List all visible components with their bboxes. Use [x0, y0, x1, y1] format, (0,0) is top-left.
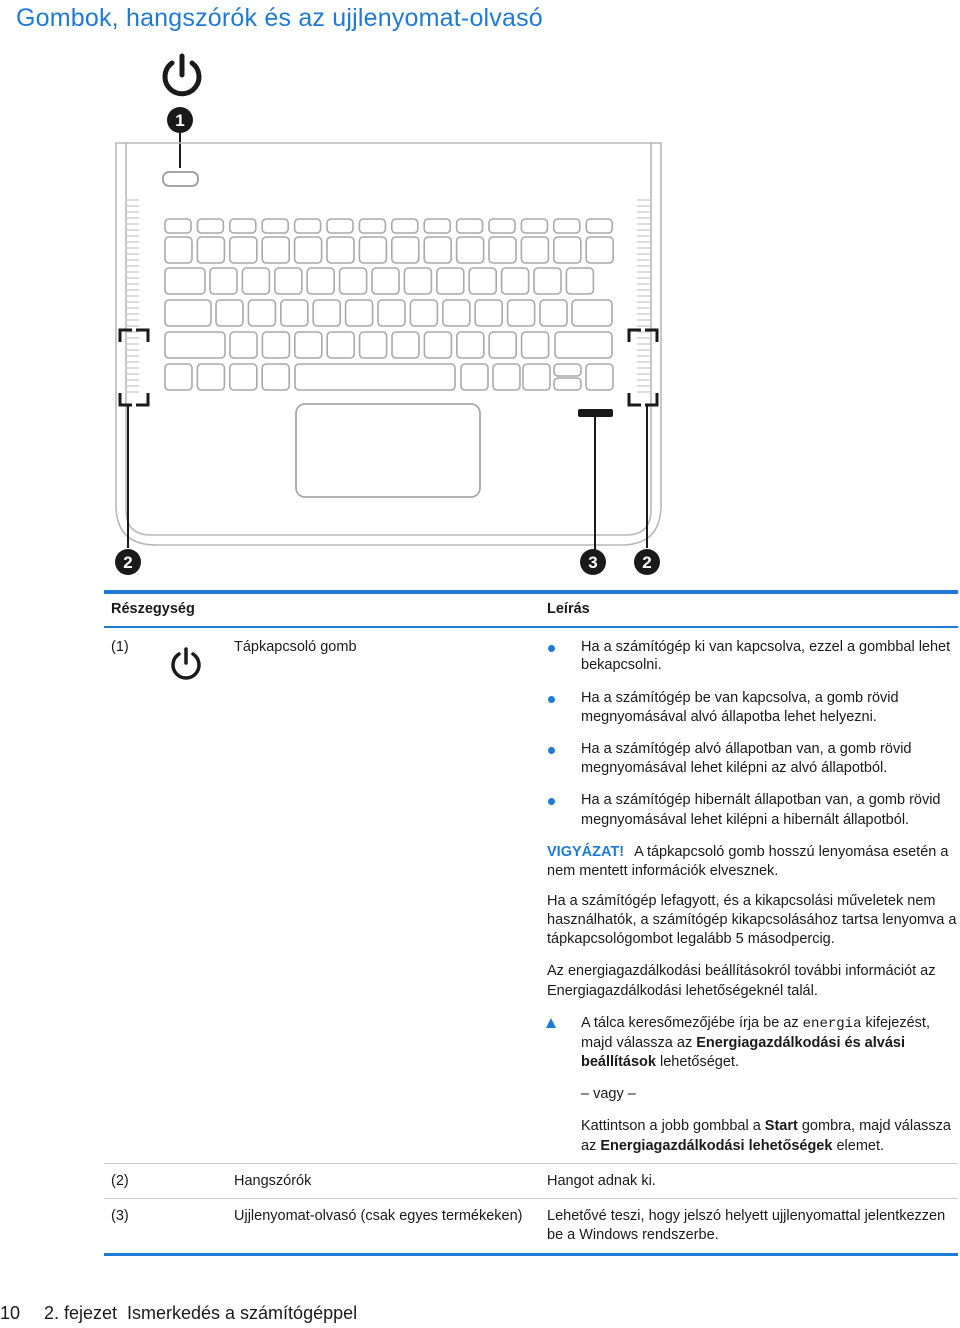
keyboard-key	[378, 300, 405, 326]
keyboard-key	[424, 237, 451, 263]
bullet-dot	[548, 696, 555, 703]
step1-line1: A tálca keresőmezőjébe írja be az energia kifejezést,	[581, 1015, 930, 1032]
keyboard-key	[554, 219, 580, 233]
touchpad	[296, 404, 480, 497]
bullet-2-line1: Ha a számítógép be van kapcsolva, a gomb rövid	[581, 690, 899, 706]
table-top-rule	[104, 590, 958, 594]
keyboard-key	[392, 237, 419, 263]
keyboard-key	[475, 300, 502, 326]
para1-line2: használhatók, a számítógép kikapcsolásához tartsa lenyomva a	[547, 912, 957, 928]
keyboard	[165, 219, 613, 390]
arrow-down-key	[554, 378, 581, 390]
keyboard-key	[555, 332, 612, 358]
keyboard-key	[493, 364, 520, 390]
keyboard-key	[281, 300, 308, 326]
keyboard-key	[165, 300, 211, 326]
keyboard-key	[489, 237, 516, 263]
para1-line3: tápkapcsológombot legalább 5 másodpercig.	[547, 931, 835, 947]
keyboard-key	[360, 332, 387, 358]
spacebar-key	[295, 364, 455, 390]
row1-name: Tápkapcsoló gomb	[234, 639, 357, 655]
callout-2-left	[115, 549, 141, 575]
keyboard-key	[230, 332, 257, 358]
keyboard-key	[327, 237, 354, 263]
keyboard-key	[248, 300, 275, 326]
keyboard-key	[392, 332, 419, 358]
bullet-dot	[548, 798, 555, 805]
row3-description-line2: be a Windows rendszerbe.	[547, 1227, 719, 1243]
step1-line3: beállítások lehetőséget.	[581, 1054, 739, 1070]
step1-line2: majd válassza az Energiagazdálkodási és alvási	[581, 1035, 905, 1051]
bullet-2-line2: megnyomásával alvó állapotba lehet helyezni.	[581, 709, 877, 725]
keyboard-key	[262, 364, 289, 390]
keyboard-key	[523, 364, 550, 390]
step2-line1: Kattintson a jobb gombbal a Start gombra, majd válassza	[581, 1118, 951, 1134]
page-title: Gombok, hangszórók és az ujjlenyomat-olvasó	[16, 4, 543, 32]
row1-number: (1)	[111, 639, 129, 655]
keyboard-key	[216, 300, 243, 326]
keyboard-key	[165, 332, 225, 358]
bullet-dot	[548, 645, 555, 652]
fingerprint-reader-shape	[578, 409, 613, 417]
callout-1	[167, 107, 193, 168]
svg-text:3: 3	[588, 553, 598, 572]
keyboard-key	[313, 300, 340, 326]
keyboard-key	[165, 237, 192, 263]
keyboard-key	[307, 268, 334, 294]
keyboard-key	[534, 268, 561, 294]
bullet-4-line1: Ha a számítógép hibernált állapotban van, a gomb rövid	[581, 792, 941, 808]
keyboard-key	[404, 268, 431, 294]
keyboard-key	[295, 332, 322, 358]
keyboard-key	[489, 219, 515, 233]
callout-2-right	[634, 549, 660, 575]
table-bottom-rule	[104, 1253, 958, 1256]
keyboard-key	[346, 300, 373, 326]
keyboard-key	[502, 268, 529, 294]
arrow-up-key	[554, 364, 581, 376]
keyboard-key	[230, 237, 257, 263]
keyboard-key	[242, 268, 269, 294]
step2-line2: az Energiagazdálkodási lehetőségek elemet.	[581, 1138, 885, 1154]
keyboard-key	[327, 219, 353, 233]
keyboard-key	[437, 268, 464, 294]
row2-name: Hangszórók	[234, 1173, 312, 1189]
keyboard-key	[461, 364, 488, 390]
keyboard-key	[489, 332, 516, 358]
keyboard-key	[197, 237, 224, 263]
row2-number: (2)	[111, 1173, 129, 1189]
keyboard-key	[457, 332, 484, 358]
keyboard-key	[327, 332, 354, 358]
keyboard-key	[586, 219, 612, 233]
page-number: 10	[0, 1303, 21, 1323]
power-button-shape	[163, 172, 198, 186]
keyboard-key	[521, 237, 548, 263]
keyboard-key	[586, 237, 613, 263]
keyboard-key	[443, 300, 470, 326]
bullet-3-line1: Ha a számítógép alvó állapotban van, a gomb rövid	[581, 741, 912, 757]
step-triangle-icon	[546, 1018, 556, 1028]
row3-name: Ujjlenyomat-olvasó (csak egyes termékeken)	[234, 1208, 523, 1224]
keyboard-key	[522, 332, 549, 358]
keyboard-key	[230, 364, 257, 390]
or-separator: – vagy –	[581, 1086, 636, 1102]
keyboard-key	[295, 219, 321, 233]
row-divider	[104, 1198, 958, 1199]
keyboard-key	[392, 219, 418, 233]
power-icon	[168, 645, 204, 681]
keyboard-key	[262, 237, 289, 263]
warning-label: VIGYÁZAT!	[547, 844, 625, 860]
keyboard-key	[410, 300, 437, 326]
keyboard-key	[262, 332, 289, 358]
header-rule	[104, 626, 958, 628]
svg-text:2: 2	[123, 553, 133, 572]
para1-line1: Ha a számítógép lefagyott, és a kikapcsolási műveletek nem	[547, 893, 936, 909]
keyboard-key	[295, 237, 322, 263]
keyboard-key	[424, 332, 451, 358]
row3-number: (3)	[111, 1208, 129, 1224]
svg-text:2: 2	[642, 553, 652, 572]
keyboard-key	[566, 268, 593, 294]
header-component: Részegység	[111, 601, 195, 617]
keyboard-key	[230, 219, 256, 233]
keyboard-key	[457, 219, 483, 233]
bullet-dot	[548, 747, 555, 754]
keyboard-key	[469, 268, 496, 294]
keyboard-key	[540, 300, 567, 326]
keyboard-key	[457, 237, 484, 263]
code-energia: energia	[802, 1016, 862, 1032]
keyboard-key	[210, 268, 237, 294]
header-description: Leírás	[547, 601, 590, 617]
bullet-1-line2: bekapcsolni.	[581, 657, 662, 673]
laptop-diagram	[0, 40, 960, 590]
keyboard-key	[359, 237, 386, 263]
chapter-title: Ismerkedés a számítógéppel	[127, 1303, 358, 1323]
warning-line1: VIGYÁZAT! A tápkapcsoló gomb hosszú lenyomása esetén a	[547, 844, 949, 860]
keyboard-key	[424, 219, 450, 233]
keyboard-key	[197, 364, 224, 390]
keyboard-key	[340, 268, 367, 294]
keyboard-key	[372, 268, 399, 294]
chapter-number: 2. fejezet	[44, 1303, 118, 1323]
bullet-3-line2: megnyomásával lehet kilépni az alvó állapotból.	[581, 760, 888, 776]
para2-line2: Energiagazdálkodási lehetőségeknél talál.	[547, 983, 818, 999]
keyboard-key	[359, 219, 385, 233]
row2-description: Hangot adnak ki.	[547, 1173, 656, 1189]
keyboard-key	[554, 237, 581, 263]
keyboard-key	[197, 219, 223, 233]
keyboard-key	[586, 364, 613, 390]
keyboard-key	[262, 219, 288, 233]
keyboard-key	[275, 268, 302, 294]
warning-line2: nem mentett információk elvesznek.	[547, 863, 779, 879]
bullet-1-line1: Ha a számítógép ki van kapcsolva, ezzel a gombbal lehet	[581, 639, 951, 655]
callout-1-label: 1	[175, 111, 185, 130]
para2-line1: Az energiagazdálkodási beállításokról további információt az	[547, 963, 936, 979]
keyboard-key	[508, 300, 535, 326]
bullet-4-line2: megnyomásával lehet kilépni a hibernált állapotból.	[581, 812, 910, 828]
row-divider	[104, 1163, 958, 1164]
keyboard-key	[521, 219, 547, 233]
row3-description-line1: Lehetővé teszi, hogy jelszó helyett ujjlenyomattal jelentkezzen	[547, 1208, 946, 1224]
keyboard-key	[165, 268, 205, 294]
power-icon	[165, 56, 199, 94]
keyboard-key	[572, 300, 612, 326]
callout-3	[580, 549, 606, 575]
keyboard-key	[165, 364, 192, 390]
keyboard-key	[165, 219, 191, 233]
